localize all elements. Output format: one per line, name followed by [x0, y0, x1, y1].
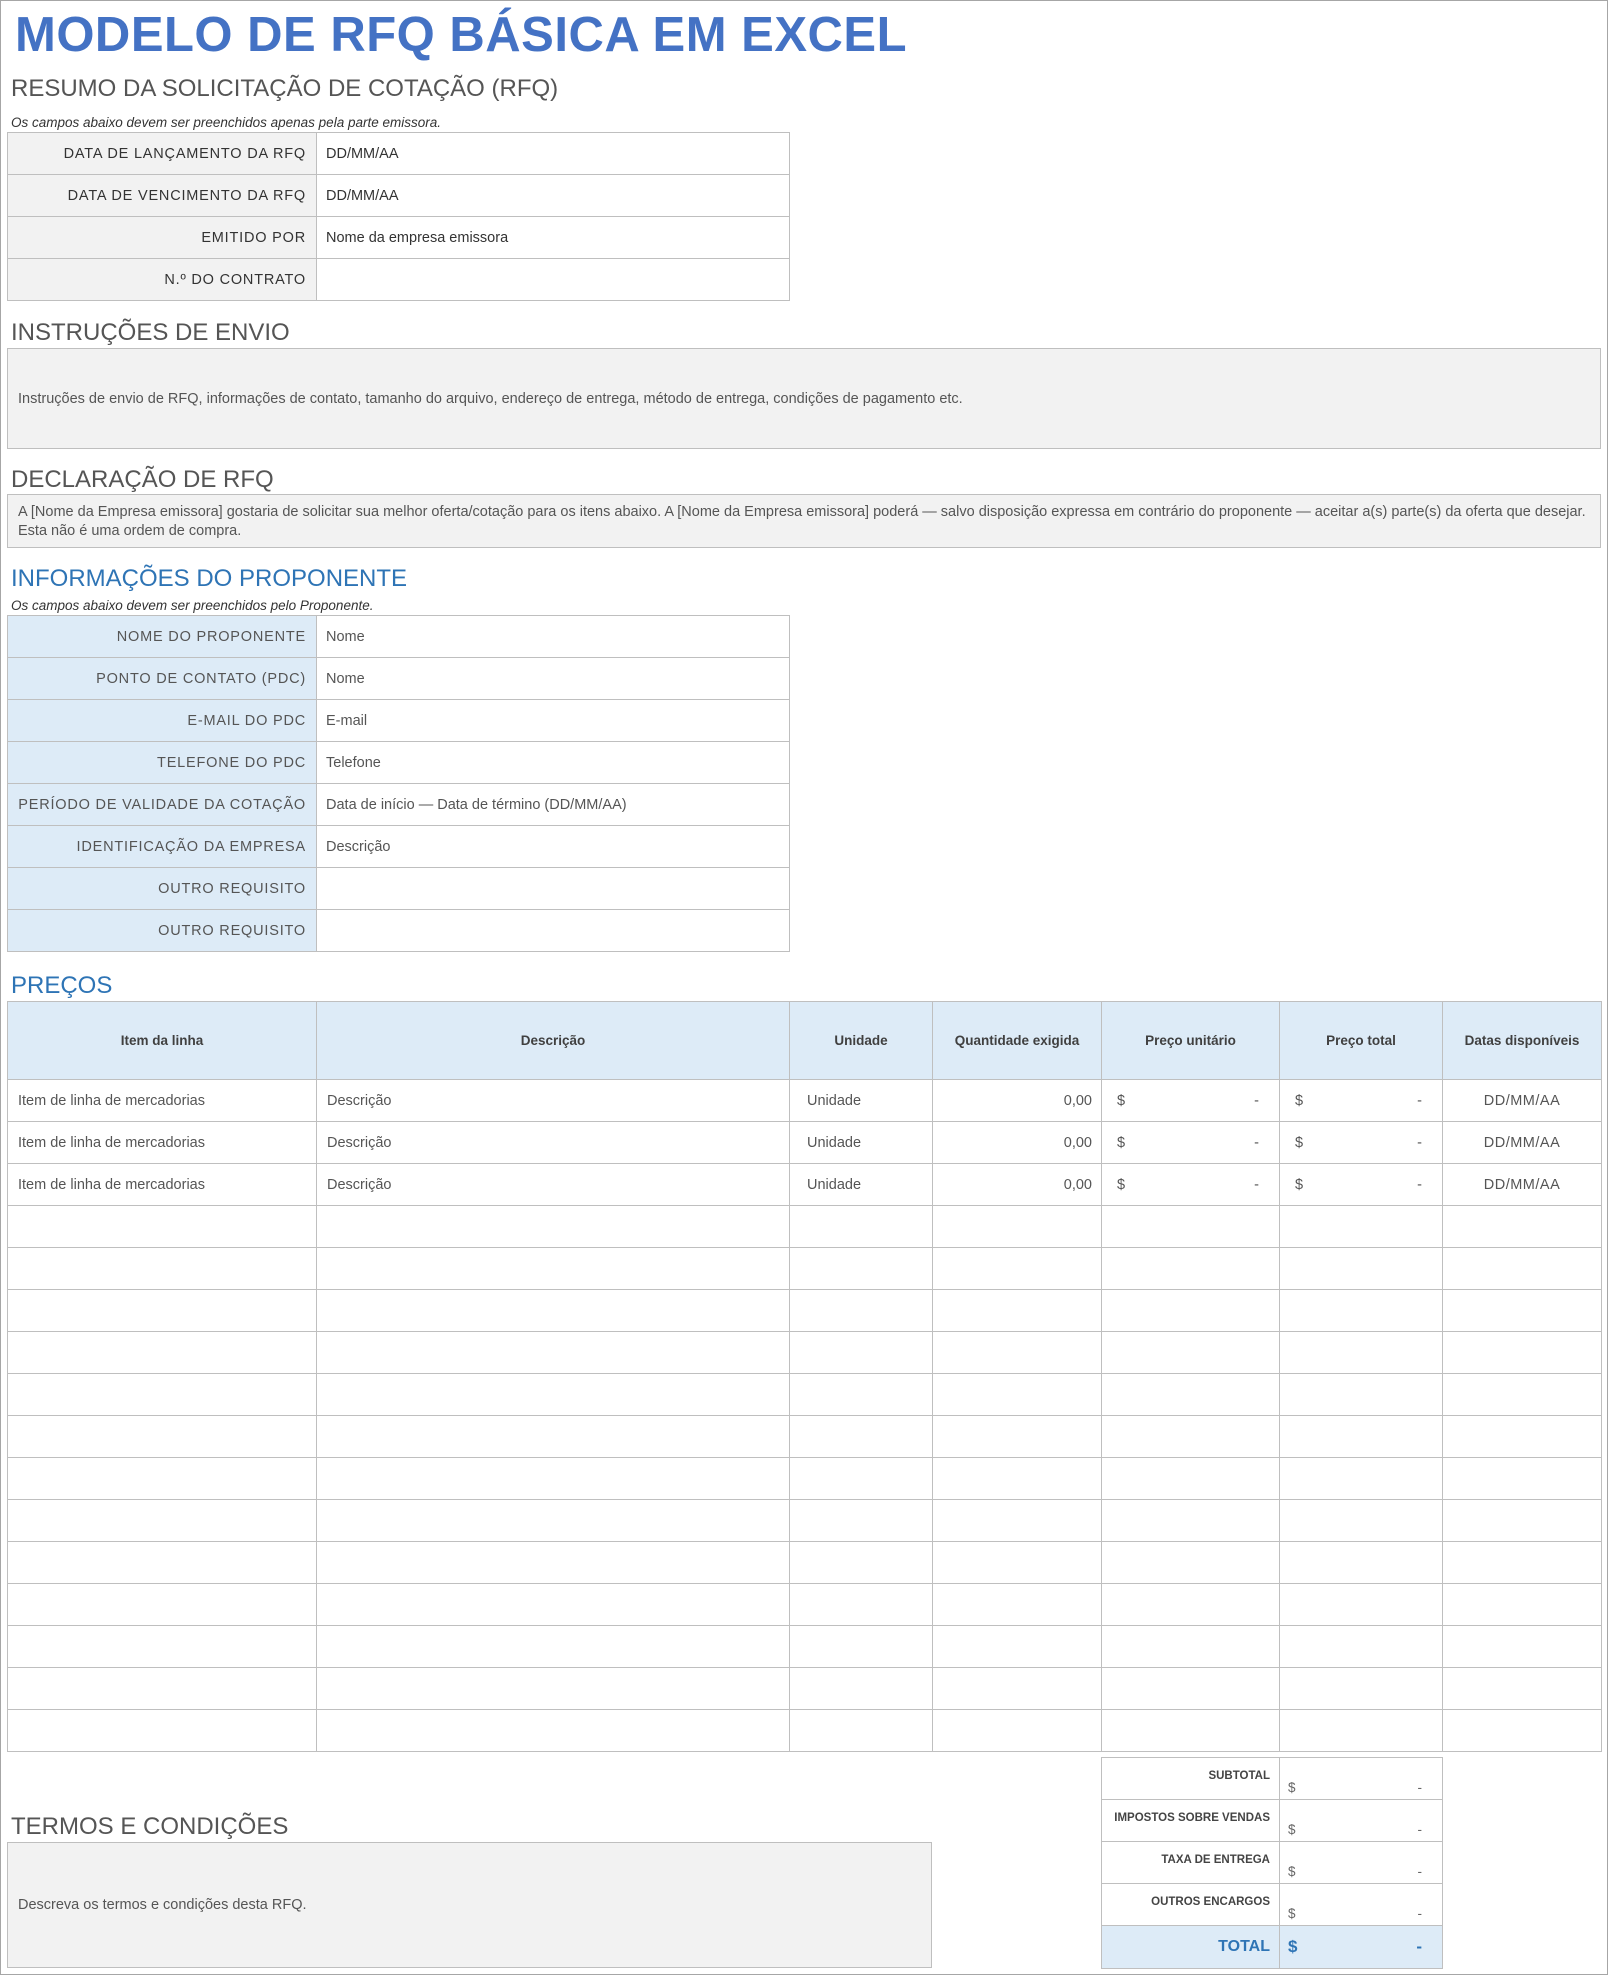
currency-symbol: $	[1117, 1134, 1126, 1151]
available-date-cell[interactable]: DD/MM/AA	[1443, 1122, 1602, 1164]
line-item-cell[interactable]	[8, 1206, 317, 1248]
currency-symbol: $	[1288, 1780, 1296, 1795]
unit-cell[interactable]: Unidade	[790, 1080, 933, 1122]
line-item-cell[interactable]	[8, 1332, 317, 1374]
grand-total-label: TOTAL	[1102, 1926, 1280, 1969]
available-date-cell[interactable]	[1443, 1248, 1602, 1290]
bidder-heading: INFORMAÇÕES DO PROPONENTE	[11, 565, 408, 592]
total-price-cell[interactable]	[1280, 1584, 1443, 1626]
bidder-note: Os campos abaixo devem ser preenchidos pelo Proponente.	[11, 598, 374, 613]
bidder-row	[8, 742, 790, 784]
quantity-cell[interactable]	[933, 1332, 1102, 1374]
unit-price-cell[interactable]	[1102, 1668, 1280, 1710]
unit-price-cell[interactable]	[1102, 1122, 1280, 1164]
bidder-label: PONTO DE CONTATO (PDC)	[8, 658, 317, 700]
quantity-cell[interactable]	[933, 1374, 1102, 1416]
description-cell[interactable]	[317, 1542, 790, 1584]
column-header: Descrição	[317, 1002, 790, 1080]
pricing-row-empty	[8, 1332, 1602, 1374]
unit-price-cell[interactable]	[1102, 1374, 1280, 1416]
summary-heading: RESUMO DA SOLICITAÇÃO DE COTAÇÃO (RFQ)	[11, 75, 559, 102]
summary-note: Os campos abaixo devem ser preenchidos apenas pela parte emissora.	[11, 115, 441, 130]
unit-price-cell[interactable]	[1102, 1080, 1280, 1122]
description-cell[interactable]	[317, 1290, 790, 1332]
column-header: Datas disponíveis	[1443, 1002, 1602, 1080]
summary-contract-field[interactable]	[317, 259, 790, 301]
total-price-cell[interactable]	[1280, 1248, 1443, 1290]
available-date-cell[interactable]	[1443, 1710, 1602, 1752]
available-date-cell[interactable]	[1443, 1374, 1602, 1416]
column-header: Quantidade exigida	[933, 1002, 1102, 1080]
pricing-row-empty	[8, 1668, 1602, 1710]
bidder-row	[8, 658, 790, 700]
totals-row	[1102, 1758, 1443, 1800]
unit-cell[interactable]	[790, 1416, 933, 1458]
bidder-name-field[interactable]: Nome	[317, 616, 790, 658]
amount: -	[1254, 1176, 1259, 1193]
available-date-cell[interactable]	[1443, 1542, 1602, 1584]
quantity-cell[interactable]: 0,00	[933, 1164, 1102, 1206]
unit-cell[interactable]	[790, 1206, 933, 1248]
pricing-header-row	[8, 1002, 1602, 1080]
summary-label: DATA DE VENCIMENTO DA RFQ	[8, 175, 317, 217]
grand-total-value	[1280, 1926, 1443, 1969]
totals-row	[1102, 1884, 1443, 1926]
available-date-cell[interactable]	[1443, 1584, 1602, 1626]
line-item-cell[interactable]	[8, 1374, 317, 1416]
unit-price-cell[interactable]	[1102, 1332, 1280, 1374]
quantity-cell[interactable]: 0,00	[933, 1080, 1102, 1122]
summary-label: EMITIDO POR	[8, 217, 317, 259]
bidder-other-field[interactable]	[317, 910, 790, 952]
currency-symbol: $	[1288, 1864, 1296, 1879]
line-item-cell[interactable]	[8, 1542, 317, 1584]
totals-row	[1102, 1800, 1443, 1842]
total-price-cell[interactable]	[1280, 1332, 1443, 1374]
currency-symbol: $	[1295, 1092, 1304, 1109]
pricing-row-empty	[8, 1416, 1602, 1458]
bidder-row	[8, 910, 790, 952]
summary-row	[8, 259, 790, 301]
unit-cell[interactable]: Unidade	[790, 1164, 933, 1206]
available-date-cell[interactable]	[1443, 1626, 1602, 1668]
line-item-cell[interactable]	[8, 1248, 317, 1290]
pricing-row-empty	[8, 1374, 1602, 1416]
line-item-cell[interactable]	[8, 1668, 317, 1710]
unit-cell[interactable]	[790, 1374, 933, 1416]
instructions-heading: INSTRUÇÕES DE ENVIO	[11, 319, 290, 346]
unit-cell[interactable]	[790, 1542, 933, 1584]
totals-label: TAXA DE ENTREGA	[1102, 1842, 1280, 1884]
line-item-cell[interactable]	[8, 1290, 317, 1332]
unit-cell[interactable]	[790, 1290, 933, 1332]
available-date-cell[interactable]	[1443, 1206, 1602, 1248]
bidder-company-id-field[interactable]: Descrição	[317, 826, 790, 868]
other-charges-value[interactable]	[1280, 1884, 1443, 1926]
available-date-cell[interactable]: DD/MM/AA	[1443, 1164, 1602, 1206]
bidder-label: OUTRO REQUISITO	[8, 868, 317, 910]
description-cell[interactable]: Descrição	[317, 1164, 790, 1206]
column-header: Preço total	[1280, 1002, 1443, 1080]
total-price-cell[interactable]	[1280, 1416, 1443, 1458]
delivery-fee-value[interactable]	[1280, 1842, 1443, 1884]
subtotal-value	[1280, 1758, 1443, 1800]
quantity-cell[interactable]	[933, 1710, 1102, 1752]
unit-price-cell[interactable]	[1102, 1710, 1280, 1752]
total-price-cell[interactable]	[1280, 1122, 1443, 1164]
line-item-cell[interactable]: Item de linha de mercadorias	[8, 1122, 317, 1164]
bidder-label: IDENTIFICAÇÃO DA EMPRESA	[8, 826, 317, 868]
currency-symbol: $	[1295, 1134, 1304, 1151]
available-date-cell[interactable]	[1443, 1290, 1602, 1332]
description-cell[interactable]	[317, 1500, 790, 1542]
sales-tax-value[interactable]	[1280, 1800, 1443, 1842]
unit-price-cell[interactable]	[1102, 1626, 1280, 1668]
description-cell[interactable]	[317, 1374, 790, 1416]
pricing-row-empty	[8, 1626, 1602, 1668]
bidder-row	[8, 868, 790, 910]
total-price-cell[interactable]	[1280, 1290, 1443, 1332]
line-item-cell[interactable]	[8, 1626, 317, 1668]
currency-symbol: $	[1295, 1176, 1304, 1193]
description-cell[interactable]	[317, 1626, 790, 1668]
pricing-row-empty	[8, 1500, 1602, 1542]
description-cell[interactable]	[317, 1458, 790, 1500]
total-price-cell[interactable]	[1280, 1668, 1443, 1710]
terms-heading: TERMOS E CONDIÇÕES	[11, 1813, 289, 1840]
available-date-cell[interactable]: DD/MM/AA	[1443, 1080, 1602, 1122]
grand-total-row	[1102, 1926, 1443, 1969]
total-price-cell[interactable]	[1280, 1458, 1443, 1500]
pricing-row-empty	[8, 1206, 1602, 1248]
pricing-row-empty	[8, 1710, 1602, 1752]
pricing-row-empty	[8, 1542, 1602, 1584]
quantity-cell[interactable]	[933, 1206, 1102, 1248]
unit-cell[interactable]	[790, 1626, 933, 1668]
summary-row	[8, 175, 790, 217]
total-price-cell[interactable]	[1280, 1626, 1443, 1668]
line-item-cell[interactable]	[8, 1500, 317, 1542]
unit-cell[interactable]	[790, 1458, 933, 1500]
unit-price-cell[interactable]	[1102, 1542, 1280, 1584]
pricing-table	[7, 1001, 1602, 1752]
description-cell[interactable]	[317, 1248, 790, 1290]
unit-cell[interactable]	[790, 1248, 933, 1290]
amount: -	[1416, 1937, 1422, 1956]
amount: -	[1417, 1864, 1422, 1879]
amount: -	[1417, 1780, 1422, 1795]
line-item-cell[interactable]: Item de linha de mercadorias	[8, 1080, 317, 1122]
currency-symbol: $	[1288, 1937, 1298, 1956]
description-cell[interactable]: Descrição	[317, 1080, 790, 1122]
page-title: MODELO DE RFQ BÁSICA EM EXCEL	[15, 8, 908, 62]
total-price-cell[interactable]	[1280, 1374, 1443, 1416]
bidder-table	[7, 615, 790, 952]
totals-row	[1102, 1842, 1443, 1884]
bidder-row	[8, 700, 790, 742]
currency-symbol: $	[1117, 1176, 1126, 1193]
amount: -	[1417, 1092, 1422, 1109]
unit-cell[interactable]	[790, 1710, 933, 1752]
amount: -	[1254, 1092, 1259, 1109]
summary-release-date-field[interactable]: DD/MM/AA	[317, 133, 790, 175]
line-item-cell[interactable]	[8, 1458, 317, 1500]
bidder-contact-field[interactable]: Nome	[317, 658, 790, 700]
bidder-label: TELEFONE DO PDC	[8, 742, 317, 784]
pricing-row	[8, 1080, 1602, 1122]
bidder-row	[8, 826, 790, 868]
quantity-cell[interactable]	[933, 1542, 1102, 1584]
line-item-cell[interactable]: Item de linha de mercadorias	[8, 1164, 317, 1206]
quantity-cell[interactable]	[933, 1248, 1102, 1290]
quantity-cell[interactable]	[933, 1500, 1102, 1542]
amount: -	[1417, 1176, 1422, 1193]
available-date-cell[interactable]	[1443, 1332, 1602, 1374]
bidder-label: E-MAIL DO PDC	[8, 700, 317, 742]
quantity-cell[interactable]	[933, 1458, 1102, 1500]
summary-label: DATA DE LANÇAMENTO DA RFQ	[8, 133, 317, 175]
summary-issuer-field[interactable]: Nome da empresa emissora	[317, 217, 790, 259]
quantity-cell[interactable]: 0,00	[933, 1122, 1102, 1164]
pricing-row-empty	[8, 1584, 1602, 1626]
bidder-other-field[interactable]	[317, 868, 790, 910]
bidder-label: PERÍODO DE VALIDADE DA COTAÇÃO	[8, 784, 317, 826]
unit-cell[interactable]	[790, 1668, 933, 1710]
description-cell[interactable]	[317, 1668, 790, 1710]
pricing-row	[8, 1164, 1602, 1206]
column-header: Preço unitário	[1102, 1002, 1280, 1080]
unit-price-cell[interactable]	[1102, 1290, 1280, 1332]
unit-cell[interactable]	[790, 1584, 933, 1626]
amount: -	[1417, 1822, 1422, 1837]
bidder-row	[8, 616, 790, 658]
pricing-row-empty	[8, 1248, 1602, 1290]
description-cell[interactable]	[317, 1584, 790, 1626]
unit-price-cell[interactable]	[1102, 1416, 1280, 1458]
bidder-label: OUTRO REQUISITO	[8, 910, 317, 952]
pricing-row	[8, 1122, 1602, 1164]
terms-box[interactable]: Descreva os termos e condições desta RFQ.	[7, 1842, 932, 1968]
declaration-heading: DECLARAÇÃO DE RFQ	[11, 466, 274, 493]
description-cell[interactable]: Descrição	[317, 1122, 790, 1164]
description-cell[interactable]	[317, 1710, 790, 1752]
available-date-cell[interactable]	[1443, 1458, 1602, 1500]
unit-price-cell[interactable]	[1102, 1248, 1280, 1290]
total-price-cell[interactable]	[1280, 1164, 1443, 1206]
amount: -	[1254, 1134, 1259, 1151]
unit-cell[interactable]: Unidade	[790, 1122, 933, 1164]
line-item-cell[interactable]	[8, 1416, 317, 1458]
quantity-cell[interactable]	[933, 1290, 1102, 1332]
unit-price-cell[interactable]	[1102, 1458, 1280, 1500]
instructions-box[interactable]: Instruções de envio de RFQ, informações de contato, tamanho do arquivo, endereço de entrega, método de entrega, condições de pagamento etc.	[7, 348, 1601, 449]
currency-symbol: $	[1117, 1092, 1126, 1109]
unit-cell[interactable]	[790, 1500, 933, 1542]
amount: -	[1417, 1906, 1422, 1921]
total-price-cell[interactable]	[1280, 1206, 1443, 1248]
line-item-cell[interactable]	[8, 1710, 317, 1752]
bidder-validity-field[interactable]: Data de início — Data de término (DD/MM/AA)	[317, 784, 790, 826]
totals-table	[1101, 1757, 1443, 1969]
totals-label: IMPOSTOS SOBRE VENDAS	[1102, 1800, 1280, 1842]
unit-price-cell[interactable]	[1102, 1164, 1280, 1206]
amount: -	[1417, 1134, 1422, 1151]
description-cell[interactable]	[317, 1332, 790, 1374]
total-price-cell[interactable]	[1280, 1500, 1443, 1542]
total-price-cell[interactable]	[1280, 1080, 1443, 1122]
pricing-heading: PREÇOS	[11, 972, 113, 999]
totals-label: SUBTOTAL	[1102, 1758, 1280, 1800]
bidder-label: NOME DO PROPONENTE	[8, 616, 317, 658]
total-price-cell[interactable]	[1280, 1542, 1443, 1584]
totals-label: OUTROS ENCARGOS	[1102, 1884, 1280, 1926]
available-date-cell[interactable]	[1443, 1416, 1602, 1458]
declaration-box[interactable]: A [Nome da Empresa emissora] gostaria de solicitar sua melhor oferta/cotação para os itens abaixo. A [Nome da Empresa emissora] poderá — salvo disposição expressa em contrário do proponente — aceitar a(s) parte(s) da oferta que desejar. Esta não é uma ordem de compra.	[7, 494, 1601, 548]
unit-cell[interactable]	[790, 1332, 933, 1374]
pricing-row-empty	[8, 1290, 1602, 1332]
quantity-cell[interactable]	[933, 1584, 1102, 1626]
description-cell[interactable]	[317, 1206, 790, 1248]
unit-price-cell[interactable]	[1102, 1206, 1280, 1248]
currency-symbol: $	[1288, 1822, 1296, 1837]
summary-row	[8, 217, 790, 259]
currency-symbol: $	[1288, 1906, 1296, 1921]
unit-price-cell[interactable]	[1102, 1584, 1280, 1626]
pricing-row-empty	[8, 1458, 1602, 1500]
quantity-cell[interactable]	[933, 1668, 1102, 1710]
quantity-cell[interactable]	[933, 1416, 1102, 1458]
available-date-cell[interactable]	[1443, 1668, 1602, 1710]
bidder-email-field[interactable]: E-mail	[317, 700, 790, 742]
line-item-cell[interactable]	[8, 1584, 317, 1626]
total-price-cell[interactable]	[1280, 1710, 1443, 1752]
column-header: Item da linha	[8, 1002, 317, 1080]
bidder-phone-field[interactable]: Telefone	[317, 742, 790, 784]
summary-label: N.º DO CONTRATO	[8, 259, 317, 301]
summary-row	[8, 133, 790, 175]
unit-price-cell[interactable]	[1102, 1500, 1280, 1542]
summary-due-date-field[interactable]: DD/MM/AA	[317, 175, 790, 217]
summary-table	[7, 132, 790, 301]
quantity-cell[interactable]	[933, 1626, 1102, 1668]
column-header: Unidade	[790, 1002, 933, 1080]
available-date-cell[interactable]	[1443, 1500, 1602, 1542]
bidder-row	[8, 784, 790, 826]
description-cell[interactable]	[317, 1416, 790, 1458]
